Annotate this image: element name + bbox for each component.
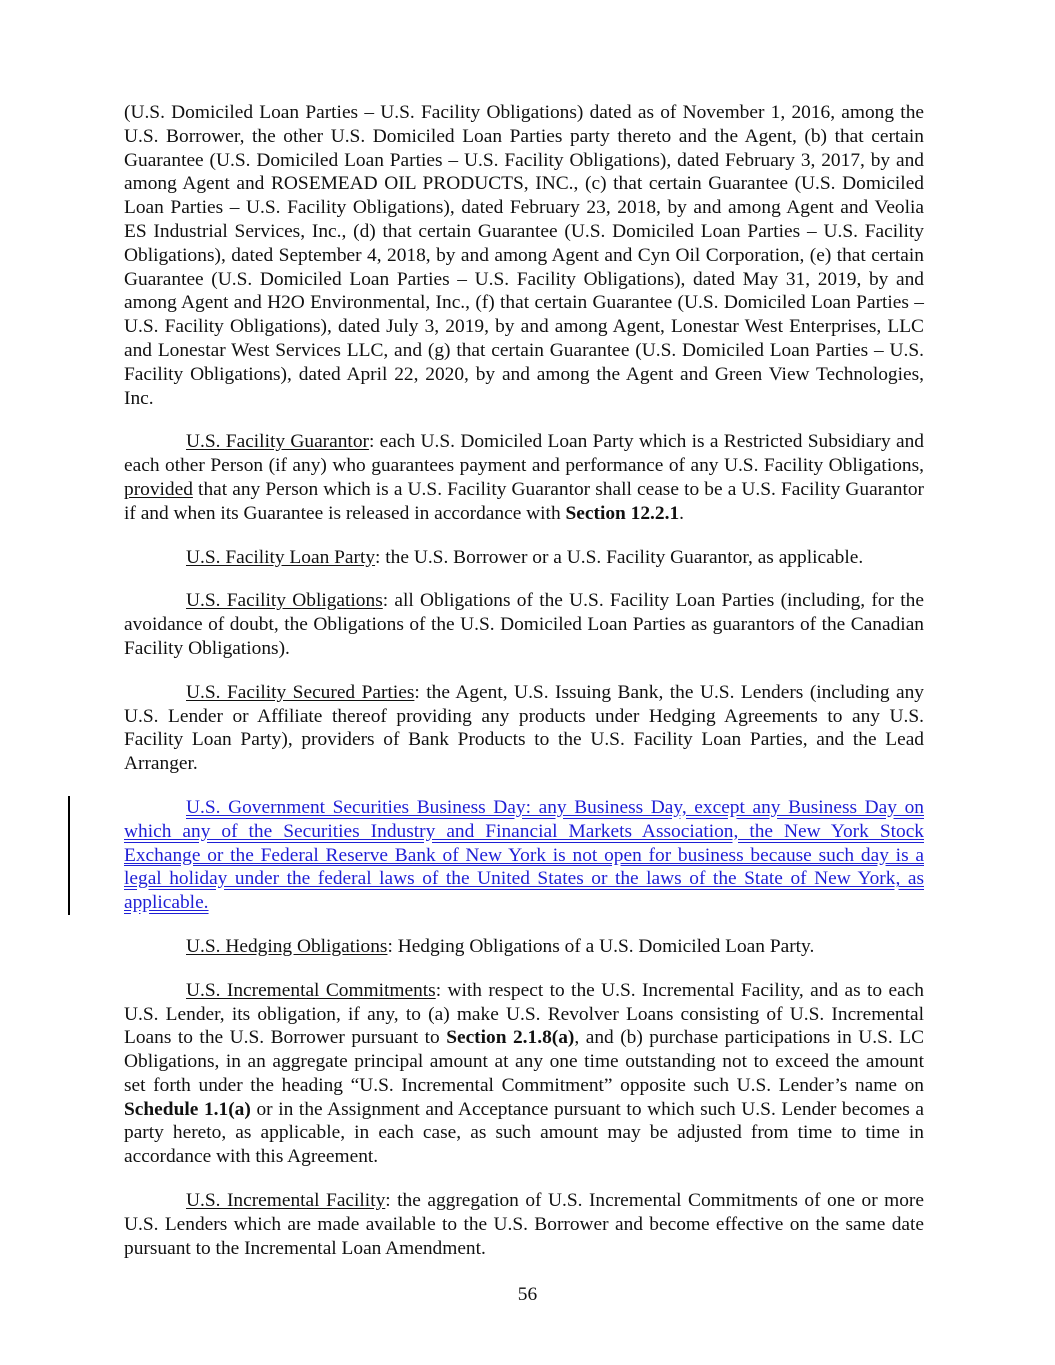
definition-text: : the aggregation of U.S. Incremental Commitments of one or more U.S. Lenders which are made available to the U.S. Borrower and become effective on the same date pursuant to the Incremental Loan Amendment. [124,1190,924,1259]
definition-us-government-securities-business-day [124,796,924,915]
provided-term: provided [124,478,193,500]
definition-us-incremental-commitments [124,979,924,1169]
page-number: 56 [517,1284,538,1305]
schedule-reference: Schedule 1.1(a) [124,1098,251,1120]
definition-us-facility-loan-party [124,546,924,570]
definition-text: . [679,502,685,524]
defined-term: U.S. Facility Obligations [186,590,383,612]
defined-term: U.S. Facility Secured Parties [186,681,415,703]
definition-us-facility-secured-parties [124,681,924,776]
definition-text: , and (b) purchase participations in U.S. LC Obligations, in an aggregate principal amount at any one time outstanding not to exceed the amount set forth under the heading “U.S. Incremental Commitment” opposite such U.S. Lender’s name on [124,1027,925,1096]
paragraph-text: (U.S. Domiciled Loan Parties – U.S. Facility Obligations) dated as of November 1, 2016, among the U.S. Borrower, the other U.S. Domiciled Loan Parties party thereto and the Agent, (b) that certain Guarantee (U.S. Domiciled Loan Parties – U.S. Facility Obligations), dated February 3, 2017, by and among Agent and ROSEMEAD OIL PRODUCTS, INC., (c) that certain Guarantee (U.S. Domiciled Loan Parties – U.S. Facility Obligations), dated February 23, 2018, by and among Agent and Veolia ES Industrial Services, Inc., (d) that certain Guarantee (U.S. Domiciled Loan Parties – U.S. Facility Obligations), dated September 4, 2018, by and among Agent and Cyn Oil Corporation, (e) that certain Guarantee (U.S. Domiciled Loan Parties – U.S. Facility Obligations), dated May 31, 2019, by and among Agent and H2O Environmental, Inc., (f) that certain Guarantee (U.S. Domiciled Loan Parties – U.S. Facility Obligations), dated July 3, 2019, by and among Agent, Lonestar West Enterprises, LLC and Lonestar West Services LLC, and (g) that certain Guarantee (U.S. Domiciled Loan Parties – U.S. Facility Obligations), dated April 22, 2020, by and among the Agent and Green View Technologies, Inc. [124,102,924,409]
section-reference: Section 2.1.8(a) [446,1027,575,1049]
inserted-text: U.S. Government Securities Business Day: any Business Day, except any Business Day on which any of the Securities Industry and Financial Markets Association, the New York Stock Exchange or the Federal Reserve Bank of New York is not open for business because such day is a legal holiday under the federal laws of the United States or the laws of the State of New York, as applicable. [124,796,924,914]
defined-term: U.S. Incremental Facility [186,1190,386,1212]
change-bar [68,796,70,915]
definition-text: : each U.S. Domiciled Loan Party which is a Restricted Subsidiary and each other Person (if any) who guarantees payment and performance of any U.S. Facility Obligations, [124,431,924,477]
defined-term: U.S. Incremental Commitments [186,979,436,1001]
definition-us-facility-obligations [124,589,924,660]
defined-term: U.S. Hedging Obligations [186,935,388,957]
section-reference: Section 12.2.1 [565,502,680,524]
paragraph-guarantee-list [124,101,924,410]
definition-text: : the Agent, U.S. Issuing Bank, the U.S. Lenders (including any U.S. Lender or Affiliate thereof providing any products under Hedging Agreements to any U.S. Facility Loan Party), providers of Bank Products to the U.S. Facility Loan Parties, and the Lead Arranger. [124,681,925,775]
definition-text: that any Person which is a U.S. Facility Guarantor shall cease to be a U.S. Facility Guarantor if and when its Guarantee is released in accordance with [124,478,924,524]
definition-text: : with respect to the U.S. Incremental Facility, and as to each U.S. Lender, its obligation, if any, to (a) make U.S. Revolver Loans consisting of U.S. Incremental Loans to the U.S. Borrower pursuant to [124,979,925,1049]
document-body [124,101,924,1280]
defined-term: U.S. Facility Loan Party [186,546,376,568]
definition-text: or in the Assignment and Acceptance pursuant to which such U.S. Lender becomes a party hereto, as applicable, in each case, as such amount may be adjusted from time to time in accordance with this Agreement. [124,1098,925,1168]
definition-us-facility-guarantor [124,430,924,525]
defined-term: U.S. Facility Guarantor [186,431,369,453]
definition-text: : the U.S. Borrower or a U.S. Facility Guarantor, as applicable. [375,546,864,568]
definition-text: : all Obligations of the U.S. Facility Loan Parties (including, for the avoidance of doubt, the Obligations of the U.S. Domiciled Loan Parties as guarantors of the Canadian Facility Obligations). [124,590,924,659]
definition-us-hedging-obligations [124,935,924,959]
definition-us-incremental-facility [124,1189,924,1260]
definition-text: : Hedging Obligations of a U.S. Domiciled Loan Party. [387,935,815,957]
